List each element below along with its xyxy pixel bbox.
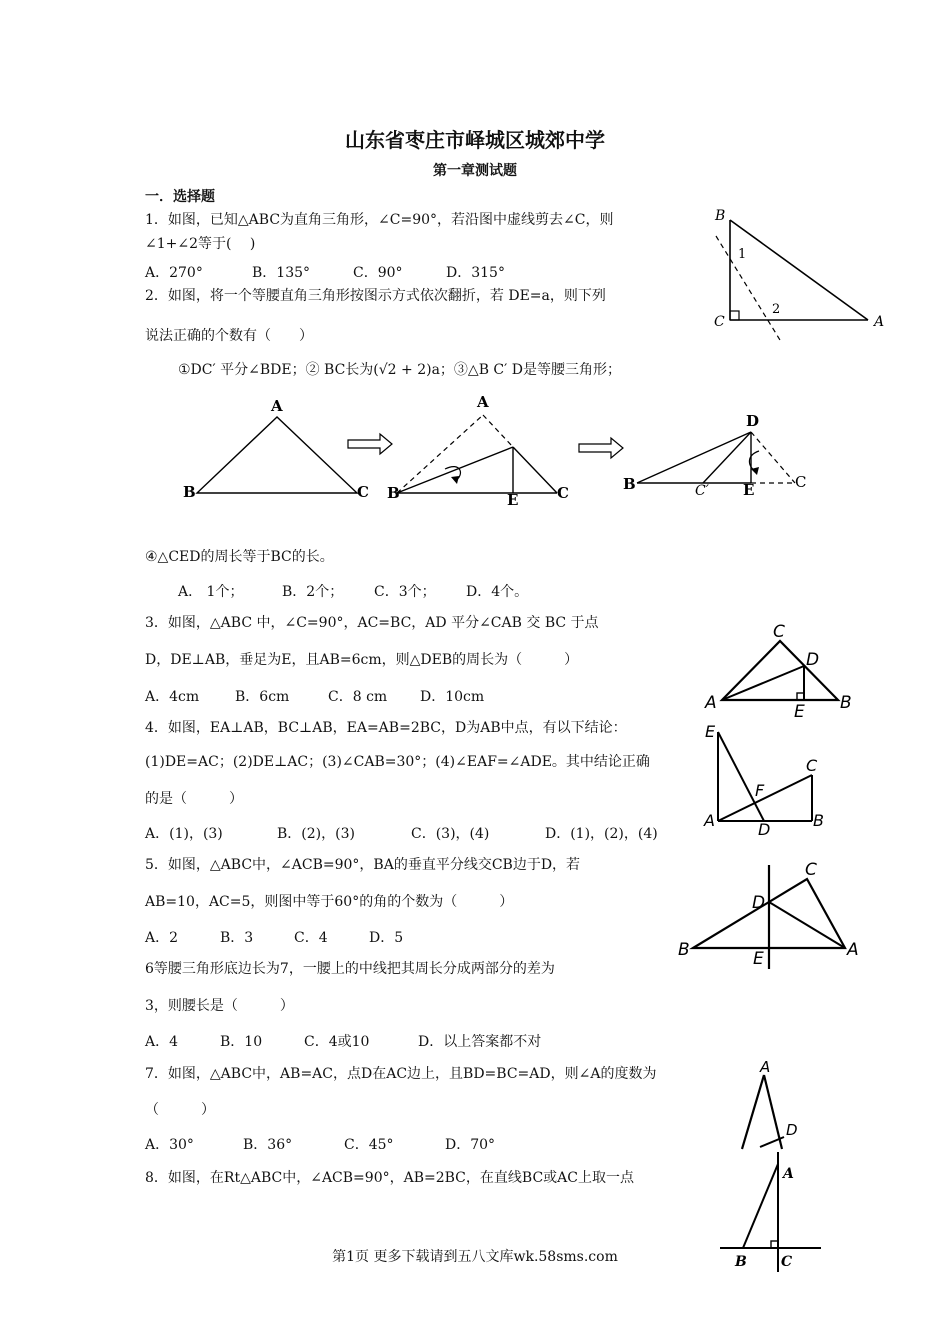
q2-arrow-1 xyxy=(348,434,392,454)
question-7-line-1: 7．如图，△ABC中，AB=AC，点D在AC边上，且BD=BC=AD，则∠A的度数为 xyxy=(145,1066,657,1082)
q7-option-d: D．70° xyxy=(445,1137,496,1153)
q5-option-c: C．4 xyxy=(294,930,328,946)
q3-option-a: A．4cm xyxy=(145,689,200,705)
q1-label-angle-2: 2 xyxy=(772,302,781,317)
q4-option-a: A．(1)，(3) xyxy=(145,826,223,842)
q2-option-a: A． 1个； xyxy=(178,584,244,600)
q4-segment-ed xyxy=(718,732,764,821)
question-2-statement-4: ④△CED的周长等于BC的长。 xyxy=(145,549,334,565)
q6-option-c: C．4或10 xyxy=(304,1034,370,1050)
q4-label-a: A xyxy=(704,811,715,830)
q2-t3-label-c: C xyxy=(795,473,807,491)
question-4-line-1: 4．如图，EA⊥AB，BC⊥AB，EA=AB=2BC，D为AB中点，有以下结论： xyxy=(145,720,627,736)
q5-label-d: D xyxy=(752,893,766,913)
q2-figure xyxy=(175,385,815,510)
q2-t3-label-c-prime: C′ xyxy=(695,483,709,499)
q7-side-ab xyxy=(742,1075,764,1149)
q5-label-b: B xyxy=(678,940,690,960)
q5-label-a: A xyxy=(847,940,859,960)
q5-label-e: E xyxy=(753,949,764,969)
question-6-line-1: 6等腰三角形底边长为7，一腰上的中线把其周长分成两部分的差为 xyxy=(145,961,555,977)
q3-label-d: D xyxy=(806,650,820,670)
q5-option-a: A．2 xyxy=(145,930,179,946)
q3-label-c: C xyxy=(773,622,785,642)
q2-t2-side-right xyxy=(513,447,557,493)
q2-t1-label-b: B xyxy=(183,483,196,501)
q7-option-b: B．36° xyxy=(243,1137,293,1153)
q3-option-b: B．6cm xyxy=(235,689,290,705)
q2-t3-label-d: D xyxy=(746,412,760,430)
q5-option-d: D．5 xyxy=(369,930,404,946)
q6-option-a: A．4 xyxy=(145,1034,179,1050)
question-2-line-2: 说法正确的个数有（ ） xyxy=(145,328,313,344)
q2-t2-label-e: E xyxy=(507,491,519,509)
q1-label-angle-1: 1 xyxy=(738,247,747,262)
q3-label-a: A xyxy=(705,693,717,713)
question-5-line-1: 5．如图，△ABC中，∠ACB=90°，BA的垂直平分线交CB边于D，若 xyxy=(145,857,581,873)
q4-segment-ac xyxy=(718,775,812,821)
q8-label-a: A xyxy=(783,1166,794,1182)
question-6-line-2: 3，则腰长是（ ） xyxy=(145,998,294,1014)
q5-label-c: C xyxy=(805,860,817,880)
q1-option-c: C．90° xyxy=(353,265,403,281)
q1-label-b: B xyxy=(715,208,726,224)
q4-label-e: E xyxy=(705,722,716,741)
q4-option-b: B．(2)，(3) xyxy=(277,826,355,842)
q2-arrow-2 xyxy=(579,438,623,458)
q1-cut-line xyxy=(716,236,780,340)
q2-t2-label-b: B xyxy=(387,484,400,502)
q2-t1-label-a: A xyxy=(271,397,283,415)
q3-figure xyxy=(700,620,860,720)
q1-right-angle-mark xyxy=(730,311,739,320)
q3-triangle xyxy=(722,641,838,700)
q7-option-a: A．30° xyxy=(145,1137,194,1153)
q2-option-d: D．4个。 xyxy=(466,584,529,600)
q6-option-d: D．以上答案都不对 xyxy=(418,1034,542,1050)
q5-segment-da xyxy=(769,902,845,948)
q7-option-c: C．45° xyxy=(344,1137,394,1153)
q2-t2-label-a: A xyxy=(477,393,489,411)
q3-label-b: B xyxy=(840,693,852,713)
q8-segment-ab xyxy=(743,1164,778,1248)
q2-option-b: B．2个； xyxy=(282,584,344,600)
q1-option-b: B．135° xyxy=(252,265,311,281)
q2-t3-dashed-dc xyxy=(751,432,795,483)
question-4-line-3: 的是（ ） xyxy=(145,791,243,807)
q8-label-b: B xyxy=(735,1254,747,1270)
q2-t2-label-c: C xyxy=(557,484,569,502)
section-heading: 一．选择题 xyxy=(145,189,215,205)
q7-figure xyxy=(730,1055,810,1150)
q6-option-b: B．10 xyxy=(220,1034,263,1050)
q7-label-d: D xyxy=(786,1121,798,1139)
q3-label-e: E xyxy=(794,702,805,722)
q7-label-a: A xyxy=(760,1058,771,1076)
q8-label-c: C xyxy=(781,1254,793,1270)
question-2-statements: ①DC′ 平分∠BDE；② BC长为(√2 + 2)a；③△B C′ D是等腰三角形； xyxy=(178,362,621,378)
q1-label-c: C xyxy=(714,314,725,330)
q1-figure xyxy=(700,200,900,350)
page-title: 山东省枣庄市峄城区城郊中学 xyxy=(345,128,605,152)
question-1-line-2: ∠1+∠2等于( ) xyxy=(145,236,256,252)
q4-label-b: B xyxy=(813,811,824,830)
question-5-line-2: AB=10，AC=5，则图中等于60°的角的个数为（ ） xyxy=(145,894,514,910)
page-subtitle: 第一章测试题 xyxy=(433,163,517,179)
q2-option-c: C．3个； xyxy=(374,584,436,600)
question-3-line-2: D，DE⊥AB，垂足为E，且AB=6cm，则△DEB的周长为（ ） xyxy=(145,652,579,668)
q2-t1-label-c: C xyxy=(357,483,369,501)
q3-option-c: C．8 cm xyxy=(328,689,388,705)
q2-t2-dashed-left xyxy=(397,415,483,493)
question-8-line-1: 8．如图，在Rt△ABC中，∠ACB=90°，AB=2BC，在直线BC或AC上取一点 xyxy=(145,1170,634,1186)
q2-t3-label-e: E xyxy=(743,481,755,499)
q4-option-c: C．(3)，(4) xyxy=(411,826,490,842)
q2-t3-side-bd xyxy=(637,432,751,483)
question-3-line-1: 3．如图，△ABC 中，∠C=90°，AC=BC，AD 平分∠CAB 交 BC 于点 xyxy=(145,615,599,631)
question-7-line-2: （ ） xyxy=(145,1102,215,1118)
q4-label-d: D xyxy=(758,820,771,839)
q2-t2-fold-line xyxy=(397,447,513,493)
q4-option-d: D．(1)，(2)，(4) xyxy=(545,826,658,842)
q1-option-d: D．315° xyxy=(446,265,505,281)
question-2-line-1: 2．如图，将一个等腰直角三角形按图示方式依次翻折，若 DE=a，则下列 xyxy=(145,288,606,304)
q1-option-a: A．270° xyxy=(145,265,203,281)
q2-t3-side-dc xyxy=(703,432,751,483)
q1-label-a: A xyxy=(874,314,885,330)
question-4-line-2: (1)DE=AC；(2)DE⊥AC；(3)∠CAB=30°；(4)∠EAF=∠ADE。其中结论正确 xyxy=(145,754,650,770)
q3-option-d: D．10cm xyxy=(420,689,485,705)
q5-option-b: B．3 xyxy=(220,930,254,946)
q3-bisector-ad xyxy=(722,666,804,700)
page-footer: 第1页 更多下载请到五八文库wk.58sms.com xyxy=(332,1249,618,1265)
q2-t2-fold-arrowhead xyxy=(451,476,459,484)
q2-t2-dashed-right xyxy=(483,415,513,447)
q4-figure xyxy=(700,720,830,840)
q4-label-c: C xyxy=(806,756,818,775)
q2-triangle-1 xyxy=(197,417,357,493)
q4-label-f: F xyxy=(755,781,765,800)
q2-t3-label-b: B xyxy=(623,475,636,493)
question-1-line-1: 1．如图，已知△ABC为直角三角形，∠C=90°，若沿图中虚线剪去∠C，则 xyxy=(145,212,614,228)
q5-figure xyxy=(675,855,875,975)
q1-side-ba xyxy=(730,220,868,320)
